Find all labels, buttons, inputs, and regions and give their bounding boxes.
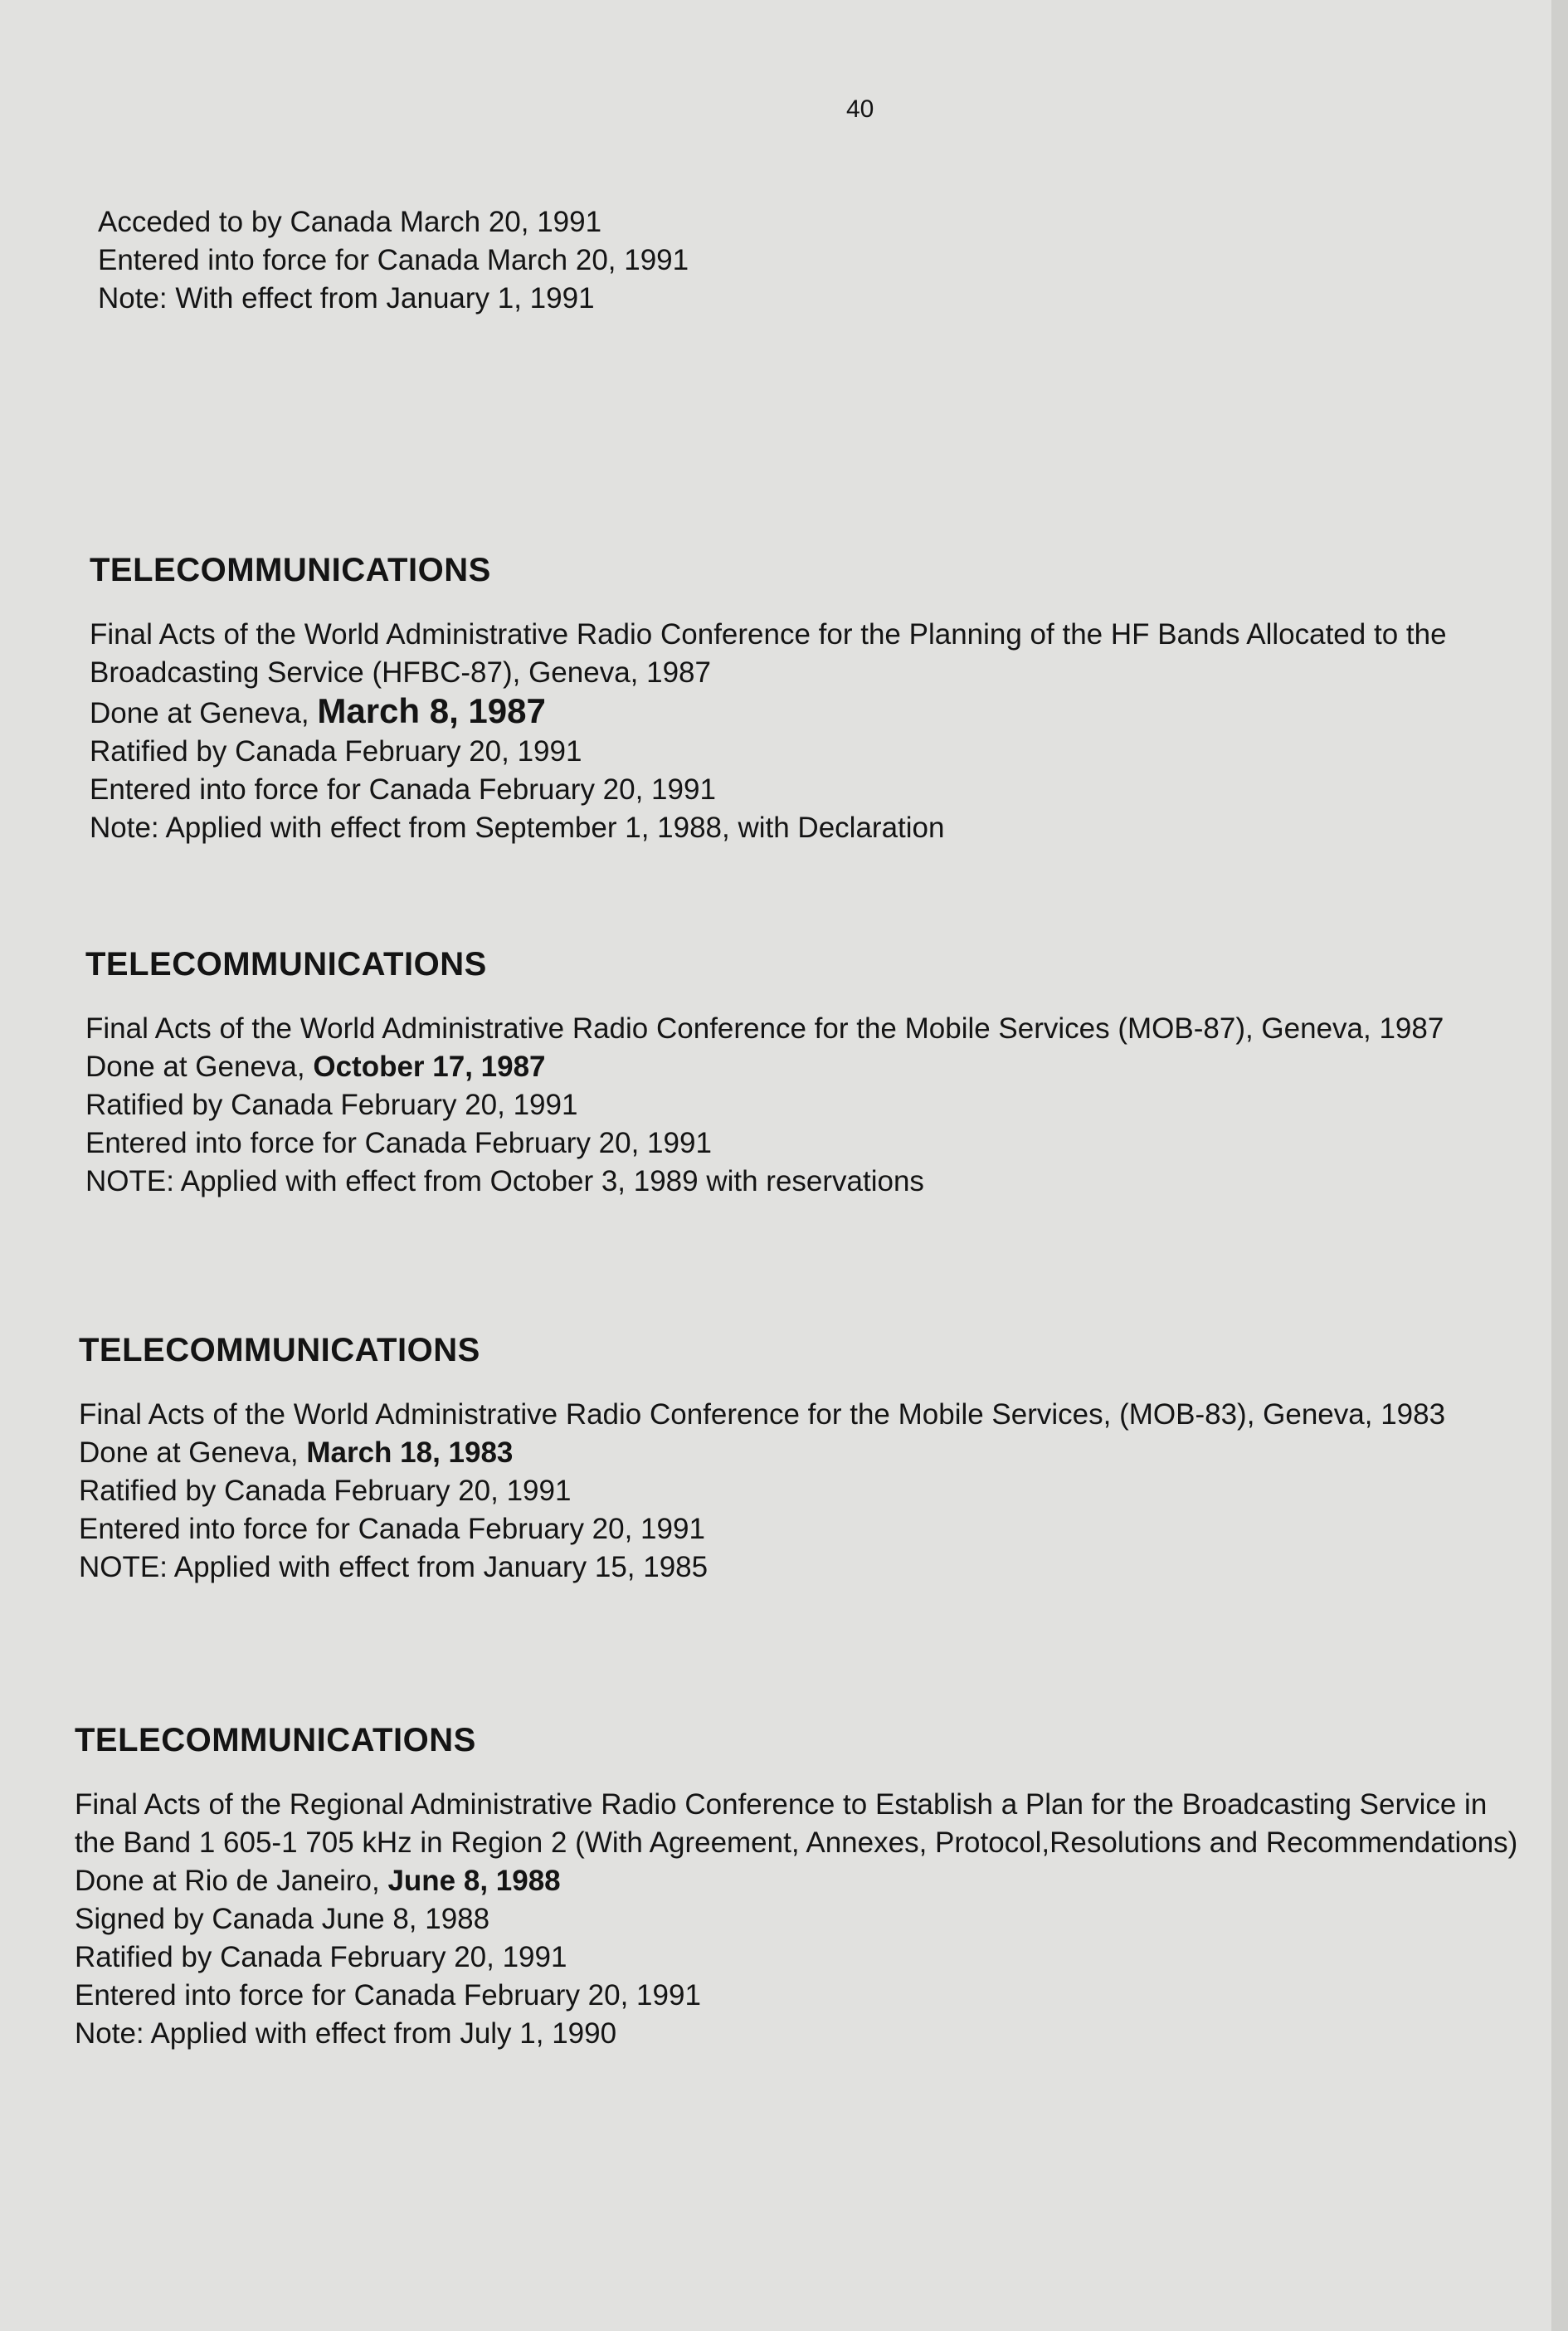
section-heading: TELECOMMUNICATIONS xyxy=(79,1332,480,1368)
done-prefix: Done at Geneva, xyxy=(85,1051,314,1083)
treaty-status-line: Entered into force for Canada February 20, 1991 xyxy=(90,773,716,806)
treaty-status-line: Entered into force for Canada February 20, 1991 xyxy=(79,1513,705,1545)
done-line xyxy=(90,692,1550,733)
treaty-status-line: NOTE: Applied with effect from January 15, 1985 xyxy=(79,1551,709,1583)
done-line xyxy=(85,1048,1546,1086)
intro-block xyxy=(98,203,1176,318)
page-number: 40 xyxy=(846,95,874,123)
treaty-status-line: Entered into force for Canada February 20, 1991 xyxy=(75,1979,701,2012)
done-date: June 8, 1988 xyxy=(387,1865,561,1897)
treaty-status-line: Note: Applied with effect from July 1, 1990 xyxy=(75,2017,617,2050)
done-date: March 8, 1987 xyxy=(317,691,546,730)
treaty-status-line: NOTE: Applied with effect from October 3, 1989 with reservations xyxy=(85,1165,924,1197)
treaty-status-line: Ratified by Canada February 20, 1991 xyxy=(90,735,582,768)
treaty-entry xyxy=(79,1332,1539,1587)
treaty-status-line: Note: Applied with effect from September 1, 1988, with Declaration xyxy=(90,812,945,844)
section-heading: TELECOMMUNICATIONS xyxy=(85,946,487,983)
section-heading: TELECOMMUNICATIONS xyxy=(90,552,491,588)
section-heading: TELECOMMUNICATIONS xyxy=(75,1722,476,1758)
treaty-title: Final Acts of the World Administrative Radio Conference for the Planning of the HF Bands Allocated to the Broadcasting Service (HFBC-87), Geneva, 1987 xyxy=(90,618,1447,689)
intro-line: Note: With effect from January 1, 1991 xyxy=(98,282,595,315)
done-prefix: Done at Rio de Janeiro, xyxy=(75,1865,388,1897)
done-date: March 18, 1983 xyxy=(306,1436,514,1469)
treaty-title: Final Acts of the World Administrative Radio Conference for the Mobile Services (MOB-87), Geneva, 1987 xyxy=(85,1012,1444,1045)
treaty-status-line: Ratified by Canada February 20, 1991 xyxy=(79,1475,572,1507)
treaty-status-line: Entered into force for Canada February 20, 1991 xyxy=(85,1127,712,1159)
intro-line: Acceded to by Canada March 20, 1991 xyxy=(98,206,602,238)
done-line xyxy=(79,1434,1539,1472)
treaty-entry xyxy=(85,946,1546,1201)
treaty-entry xyxy=(90,552,1550,847)
done-date: October 17, 1987 xyxy=(313,1051,546,1083)
treaty-status-line: Ratified by Canada February 20, 1991 xyxy=(75,1941,567,1973)
treaty-title: Final Acts of the Regional Administrative Radio Conference to Establish a Plan for the Broadcasting Service in the Band 1 605-1 705 kHz in Region 2 (With Agreement, Annexes, Protocol,Resolutions and Recommendations) xyxy=(75,1788,1518,1859)
treaty-title: Final Acts of the World Administrative Radio Conference for the Mobile Services, (MOB-83), Geneva, 1983 xyxy=(79,1398,1446,1431)
treaty-status-line: Ratified by Canada February 20, 1991 xyxy=(85,1089,578,1121)
treaty-entry xyxy=(75,1722,1535,2053)
intro-line: Entered into force for Canada March 20, 1991 xyxy=(98,244,689,276)
done-line xyxy=(75,1862,1535,1900)
done-prefix: Done at Geneva, xyxy=(79,1436,307,1469)
done-prefix: Done at Geneva, xyxy=(90,697,318,729)
page-edge xyxy=(1551,0,1568,2331)
treaty-status-line: Signed by Canada June 8, 1988 xyxy=(75,1903,490,1935)
